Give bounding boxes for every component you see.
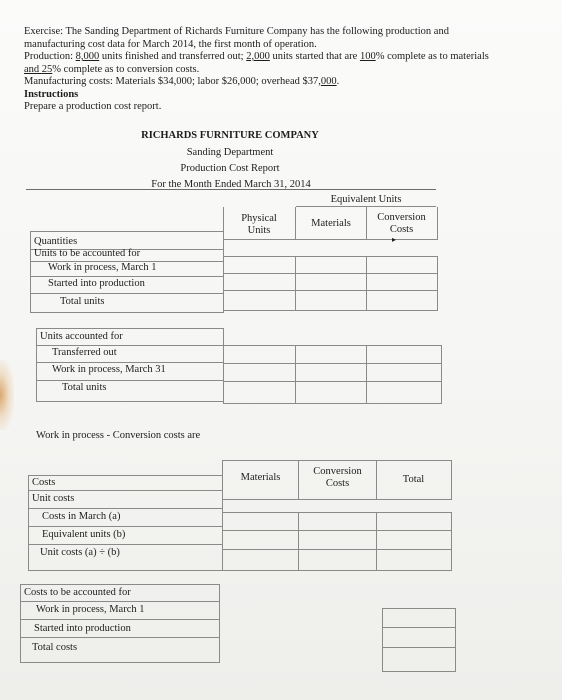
row-rule: [36, 380, 223, 381]
units-to-be-accounted-cells: [223, 256, 438, 311]
costs-started-label: Started into production: [34, 623, 131, 634]
cell-divider: [298, 512, 299, 570]
company-name: RICHARDS FURNITURE COMPANY: [141, 130, 319, 141]
row-rule: [20, 619, 219, 620]
exercise-text: [24, 26, 524, 114]
cursor-mark: ▸: [392, 235, 397, 244]
cell-rule: [223, 273, 437, 274]
equivalent-units-label: Equivalent units (b): [42, 529, 126, 540]
conversion-percent: 25: [41, 63, 53, 75]
total-units-label: Total units: [62, 382, 107, 393]
exercise-line-3: [24, 51, 524, 64]
quantities-label: Quantities: [34, 236, 78, 247]
cell-rule: [222, 549, 451, 550]
row-rule: [20, 601, 219, 602]
cell-divider: [295, 256, 296, 310]
text: and: [24, 63, 42, 75]
text: units finished and transferred out;: [99, 51, 247, 62]
costs-col-conversion: [299, 466, 376, 490]
text: Production:: [24, 51, 76, 62]
cell-divider: [366, 345, 367, 403]
cell-rule: [223, 290, 437, 291]
unit-costs-formula-label: Unit costs (a) ÷ (b): [40, 547, 120, 558]
costs-col-conversion-label: Costs: [325, 478, 350, 489]
col-materials: Materials: [311, 218, 351, 229]
transferred-out-label: Transferred out: [52, 347, 117, 358]
instructions-heading: Instructions: [24, 88, 79, 100]
wip-march1-label: Work in process, March 1: [48, 262, 157, 273]
cell-divider: [295, 345, 296, 403]
total-costs-label: Total costs: [32, 642, 78, 653]
unit-costs-label: Unit costs: [32, 493, 75, 504]
instructions-text: Prepare a production cost report.: [24, 101, 162, 112]
row-rule: [36, 362, 223, 363]
units-table-top-rule: [26, 189, 436, 190]
col-conversion-costs: [367, 212, 436, 236]
exercise-line-4: [24, 64, 524, 77]
page-edge-shadow: [0, 360, 14, 430]
row-rule: [28, 490, 222, 491]
wip-march31-label: Work in process, March 31: [52, 364, 166, 375]
exercise-line-5: [24, 76, 524, 89]
total-costs-cells: [382, 608, 456, 672]
units-started: 2,000: [246, 51, 270, 62]
cell-rule: [223, 363, 441, 364]
text: .: [336, 76, 340, 87]
units-to-be-accounted-label: Units to be accounted for: [34, 248, 141, 259]
units-accounted-label: Units accounted for: [40, 331, 123, 342]
cell-divider: [366, 256, 367, 310]
costs-col-materials: Materials: [240, 472, 281, 483]
col-conversion-label: Conversion: [377, 212, 426, 223]
equivalent-units-heading: Equivalent Units: [330, 194, 402, 205]
row-rule: [20, 637, 219, 638]
text: Manufacturing costs: Materials $34,000; labor $26,000; overhead $37,: [24, 76, 321, 87]
col-physical-label: Units: [247, 225, 271, 236]
department-name: Sanding Department: [186, 147, 274, 158]
col-conversion-label: Costs: [389, 224, 414, 235]
overhead-thousands: 000: [320, 76, 337, 87]
units-accounted-cells: [223, 345, 442, 404]
row-rule: [28, 544, 222, 545]
cell-divider: [376, 512, 377, 570]
text: units started that are: [269, 51, 360, 62]
costs-wip-march1-label: Work in process, March 1: [36, 604, 145, 615]
text: % complete as to conversion costs.: [52, 63, 200, 75]
wip-conversion-note: Work in process - Conversion costs are: [36, 430, 201, 441]
exercise-line-2: manufacturing cost data for March 2014, the first month of operation.: [24, 38, 317, 50]
costs-col-total: Total: [402, 474, 425, 485]
row-rule: [30, 276, 223, 277]
costs-label: Costs: [32, 477, 56, 488]
exercise-line-1: Exercise: The Sanding Department of Richards Furniture Company has the following production and: [24, 26, 449, 37]
col-physical-units: [224, 213, 294, 237]
units-finished: 8,000: [75, 51, 100, 62]
text: % complete as to materials: [375, 51, 489, 62]
row-rule: [36, 345, 223, 346]
materials-percent: 100: [359, 51, 376, 62]
cell-rule: [223, 381, 441, 382]
row-rule: [30, 293, 223, 294]
row-rule: [28, 526, 222, 527]
cell-rule: [222, 530, 451, 531]
costs-col-conversion-label: Conversion: [313, 466, 362, 477]
costs-cells: [222, 512, 452, 571]
started-label: Started into production: [48, 278, 145, 289]
row-rule: [28, 508, 222, 509]
total-units-label: Total units: [60, 296, 105, 307]
report-period: For the Month Ended March 31, 2014: [151, 179, 311, 190]
cell-rule: [382, 647, 455, 648]
costs-in-march-label: Costs in March (a): [42, 511, 121, 522]
col-physical-label: Physical: [241, 213, 277, 224]
costs-accounted-heading: Costs to be accounted for: [24, 587, 131, 598]
report-title: Production Cost Report: [180, 163, 280, 174]
cell-rule: [382, 627, 455, 628]
